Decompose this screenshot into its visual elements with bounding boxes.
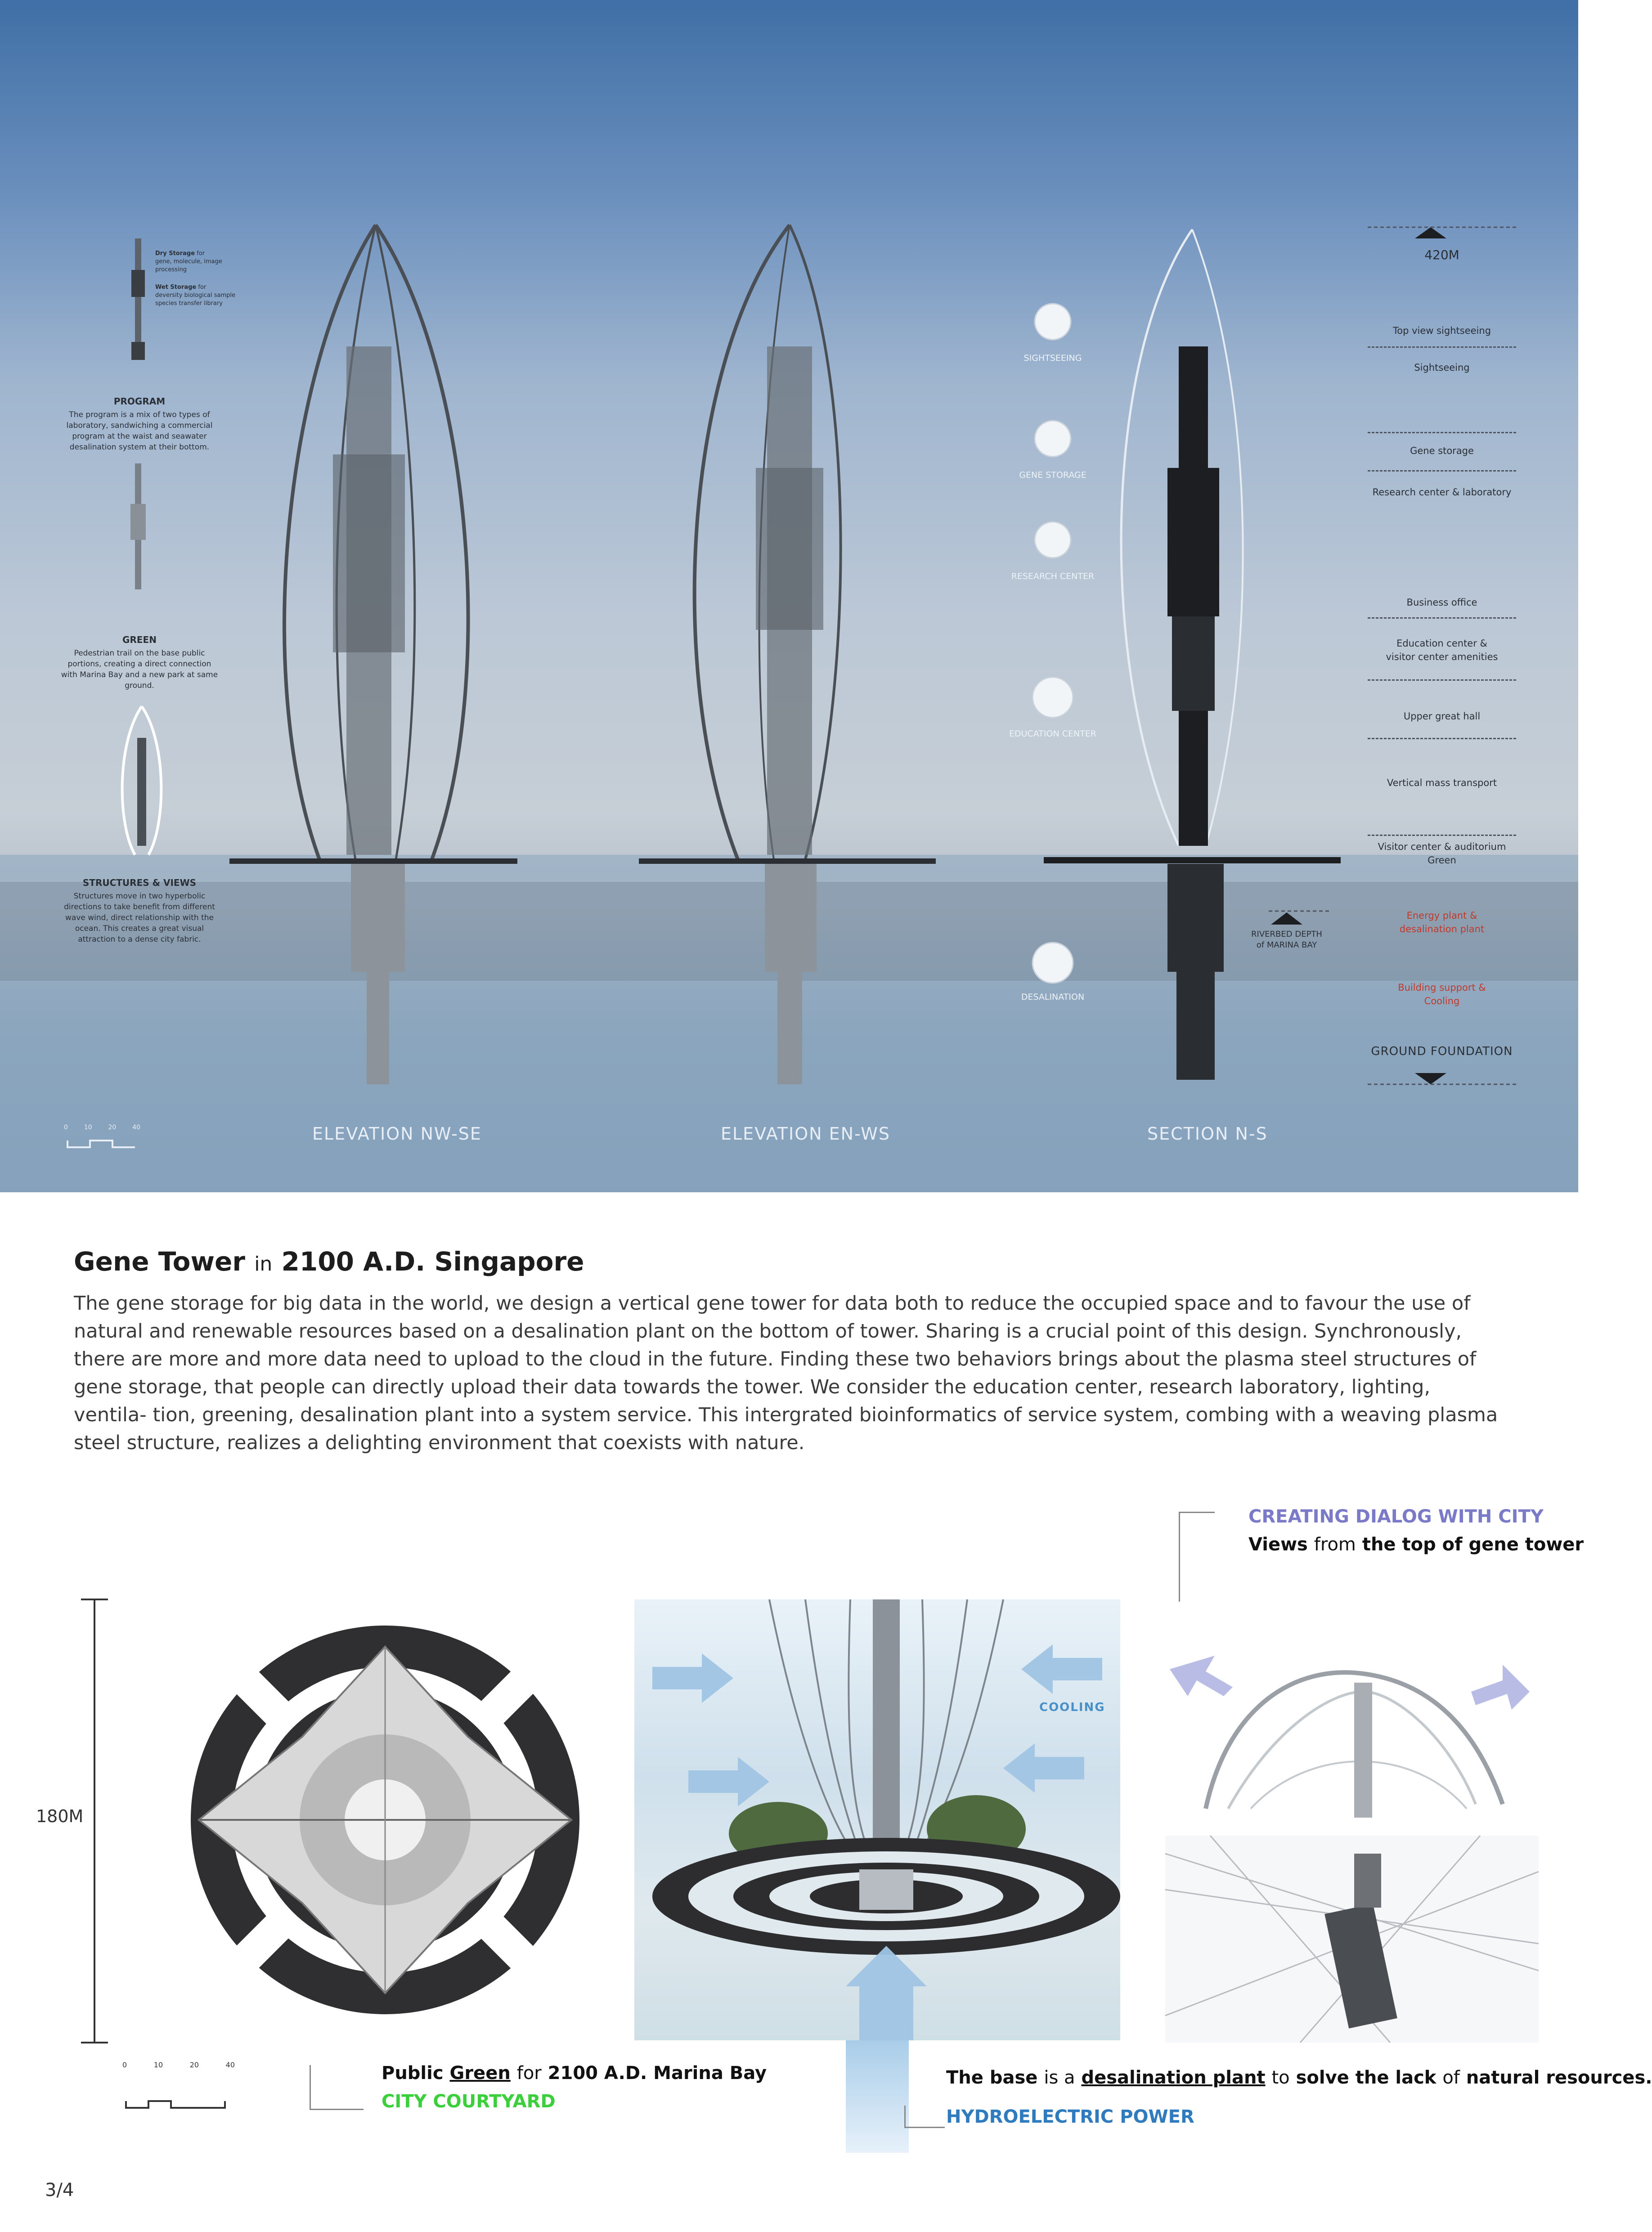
label-elevation-nw-se: ELEVATION NW-SE <box>312 1124 482 1144</box>
top-height-marker <box>1415 227 1446 238</box>
structures-title: STRUCTURES & VIEWS <box>82 877 197 888</box>
plan-scale-ticks: 0 10 20 40 <box>122 2061 235 2069</box>
plan-dimension-label: 180M <box>36 1806 84 1826</box>
base-render-drawing <box>634 1599 1120 2040</box>
icon-label-gene-storage: GENE STORAGE <box>1019 470 1086 480</box>
base-subcaption: HYDROELECTRIC POWER <box>946 2106 1194 2127</box>
green-note <box>58 634 220 691</box>
level-gene-storage: Gene storage <box>1410 445 1474 456</box>
level-vertical-mass-transport: Vertical mass transport <box>1387 777 1497 788</box>
level-building-support: Building support & Cooling <box>1398 982 1486 1006</box>
level-top-view-sightseeing: Top view sightseeing <box>1392 325 1491 336</box>
hero-scale-ticks: 0 10 20 40 <box>64 1124 140 1131</box>
program-title: PROGRAM <box>113 396 166 407</box>
structures-note <box>58 877 220 945</box>
view-top-render <box>1161 1638 1539 1827</box>
green-text: Pedestrian trail on the base public portions, creating a direct connection with Marina Bay and a new park at same ground. <box>61 649 218 690</box>
dry-storage-note: Dry Storage for gene, molecule, image processing <box>155 250 222 273</box>
view-interior-render <box>1165 1836 1539 2043</box>
hydro-arrow-stem <box>846 2040 909 2153</box>
level-energy-plant: Energy plant & desalination plant <box>1399 910 1485 934</box>
level-education-center: Education center & visitor center amenities <box>1386 638 1498 662</box>
level-visitor-center: Visitor center & auditorium <box>1378 841 1506 852</box>
icon-label-research-center: RESEARCH CENTER <box>1011 571 1095 581</box>
label-elevation-en-ws: ELEVATION EN-WS <box>721 1124 890 1144</box>
plan-caption-bracket <box>310 2065 364 2110</box>
ground-foundation-label: GROUND FOUNDATION <box>1371 1045 1513 1058</box>
plan-subcaption: CITY COURTYARD <box>382 2091 556 2112</box>
plan-view-drawing <box>81 1575 711 2115</box>
level-sightseeing: Sightseeing <box>1414 362 1470 373</box>
level-business-office: Business office <box>1406 597 1477 608</box>
cooling-label: COOLING <box>1039 1701 1105 1714</box>
plan-caption: Public Green for 2100 A.D. Marina Bay <box>382 2063 767 2084</box>
program-text: The program is a mix of two types of laboratory, sandwiching a commercial program at the waist and seawater desalination system at their bottom. <box>66 410 213 452</box>
icon-label-sightseeing: SIGHTSEEING <box>1024 353 1082 363</box>
middle-caption-bracket <box>904 2106 945 2128</box>
icon-label-education-center: EDUCATION CENTER <box>1009 729 1097 739</box>
structures-text: Structures move in two hyperbolic directions to take benefit from different wave wind, direct relationship with the ocean. This creates a great visual attraction to a dense city fabric. <box>64 892 215 944</box>
level-green: Green <box>1428 855 1456 866</box>
project-description: The gene storage for big data in the world, we design a vertical gene tower for data both to reduce the occupied space and to favour the use of natural and renewable resources based on a desalination plant on the bottom of tower. Sharing is a crucial point of this design. Synchronously, there are more and more data need to upload to the cloud in the future. Finding these two behaviors brings about the plasma steel structures of gene storage, that people can directly upload their data towards the tower. We consider the education center, research laboratory, lighting, ventila- tion, greening, desalination plant into a system service. This intergrated bioinformatics of service system, combing with a weaving plasma steel structure, realizes a delighting environment that coexists with nature. <box>74 1292 1498 1454</box>
green-title: GREEN <box>122 634 157 645</box>
program-note <box>58 396 220 453</box>
base-render <box>634 1599 1120 2040</box>
views-header: CREATING DIALOG WITH CITY <box>1248 1506 1544 1527</box>
views-caption-bracket <box>1179 1512 1215 1602</box>
height-label: 420M <box>1424 247 1459 262</box>
level-upper-great-hall: Upper great hall <box>1403 711 1481 722</box>
views-subheader: Views from the top of gene tower <box>1248 1534 1584 1555</box>
riverbed-depth-label: RIVERBED DEPTH of MARINA BAY <box>1251 930 1322 950</box>
page-number: 3/4 <box>45 2180 74 2201</box>
label-section-n-s: SECTION N-S <box>1147 1124 1268 1144</box>
wet-storage-note: Wet Storage for deversity biological sample species transfer library <box>155 284 235 307</box>
page-title: Gene Tower in 2100 A.D. Singapore <box>74 1246 584 1277</box>
icon-label-desalination: DESALINATION <box>1021 992 1085 1002</box>
base-caption: The base is a desalination plant to solve the lack of natural resources. <box>946 2067 1652 2088</box>
level-research-center: Research center & laboratory <box>1372 487 1512 498</box>
